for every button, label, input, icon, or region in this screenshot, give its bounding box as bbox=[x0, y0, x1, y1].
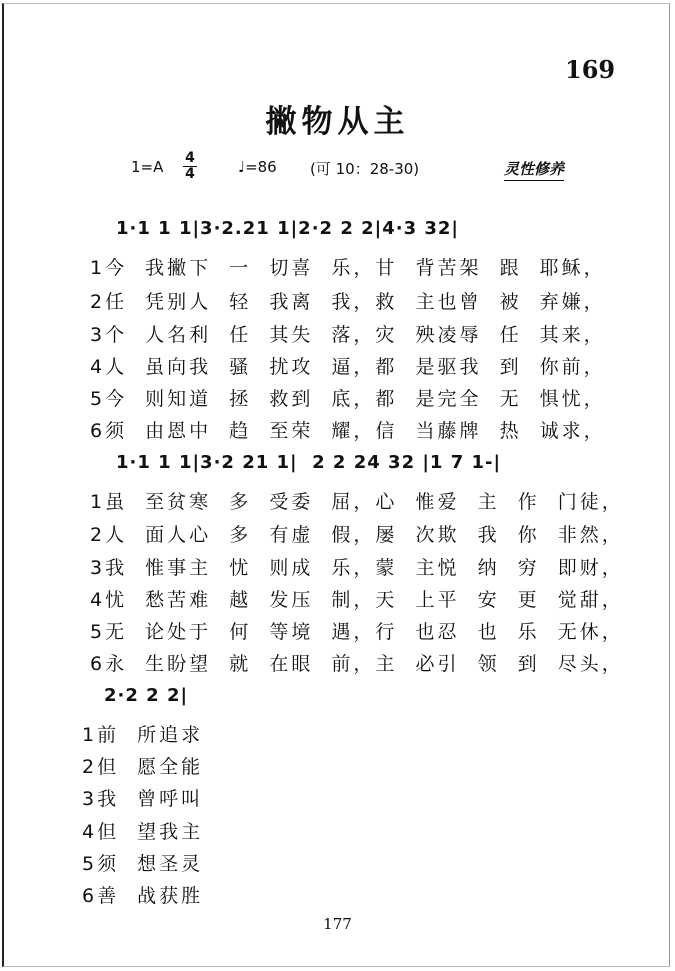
lyric-line: 1虽 至贫寒 多 受委 屈，心 惟爱 主 作 门徒， bbox=[90, 491, 624, 513]
hymn-number: 169 bbox=[565, 55, 616, 84]
lyric-line: 3我 曾呼叫 bbox=[82, 788, 204, 810]
lyric-line: 1前 所追求 bbox=[82, 724, 204, 746]
notation-line-2: 1·1 1 1|3·2 21 1| 2 2 24 32 |1 7 1-| bbox=[116, 452, 502, 473]
hymn-title: 撇物从主 bbox=[265, 104, 410, 140]
lyric-line: 3我 惟事主 忧 则成 乐，蒙 主悦 纳 穷 即财， bbox=[90, 557, 624, 579]
lyric-line: 5须 想圣灵 bbox=[82, 853, 204, 875]
tempo-marking: ♩=86 bbox=[238, 158, 277, 176]
scripture-reference: (可 10：28-30) bbox=[310, 160, 420, 178]
time-signature-top: 4 bbox=[185, 150, 195, 166]
notation-line-3: 2·2 2 2| bbox=[104, 685, 189, 706]
lyric-line: 5无 论处于 何 等境 遇，行 也忍 也 乐 无休， bbox=[90, 621, 624, 643]
lyric-line: 5今 则知道 拯 救到 底，都 是完全 无 惧忧， bbox=[90, 388, 606, 410]
lyric-line: 2但 愿全能 bbox=[82, 756, 204, 778]
time-signature bbox=[183, 151, 197, 182]
lyric-line: 6善 战获胜 bbox=[82, 885, 204, 907]
lyric-line: 3个 人名利 任 其失 落，灾 殃凌辱 任 其来， bbox=[90, 324, 606, 346]
time-signature-bottom: 4 bbox=[183, 166, 197, 182]
category-label: 灵性修养 bbox=[504, 158, 564, 181]
lyric-line: 1今 我撇下 一 切喜 乐，甘 背苦架 跟 耶稣， bbox=[90, 257, 606, 279]
lyric-line: 2人 面人心 多 有虚 假，屡 次欺 我 你 非然， bbox=[90, 524, 624, 546]
lyric-line: 4人 虽向我 骚 扰攻 逼，都 是驱我 到 你前， bbox=[90, 356, 606, 378]
lyric-line: 4但 望我主 bbox=[82, 821, 204, 843]
lyric-line: 6永 生盼望 就 在眼 前，主 必引 领 到 尽头， bbox=[90, 653, 624, 675]
lyric-line: 6须 由恩中 趋 至荣 耀，信 当藤牌 热 诚求， bbox=[90, 420, 606, 442]
lyric-line: 4忧 愁苦难 越 发压 制，天 上平 安 更 觉甜， bbox=[90, 589, 624, 611]
lyric-line: 2任 凭别人 轻 我离 我，救 主也曾 被 弃嫌， bbox=[90, 291, 606, 313]
page-number: 177 bbox=[323, 915, 352, 933]
key-signature: 1=A bbox=[131, 158, 164, 176]
notation-line-1: 1·1 1 1|3·2.21 1|2·2 2 2|4·3 32| bbox=[116, 218, 460, 239]
